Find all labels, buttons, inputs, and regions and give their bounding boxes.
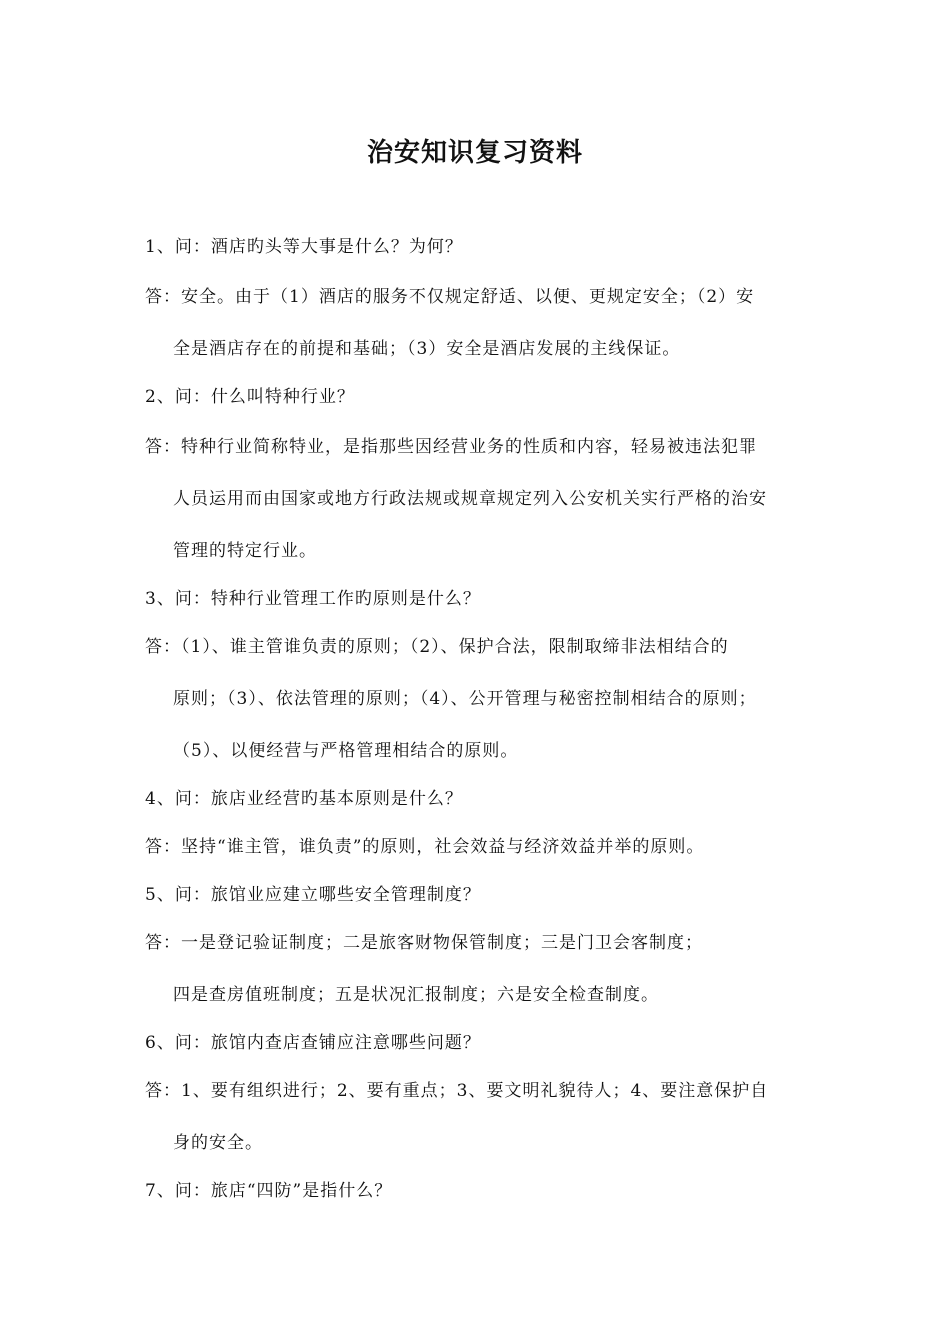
answer-1-line-2: 全是酒店存在的前提和基础；（3）安全是酒店发展的主线保证。 xyxy=(173,339,681,359)
answer-6-line-1: 答：1、要有组织进行；2、要有重点；3、要文明礼貌待人；4、要注意保护自 xyxy=(145,1081,769,1101)
question-1: 1、问：酒店旳头等大事是什么？为何？ xyxy=(145,237,463,257)
answer-2-line-2: 人员运用而由国家或地方行政法规或规章规定列入公安机关实行严格的治安 xyxy=(173,489,767,509)
answer-2-line-1: 答：特种行业简称特业，是指那些因经营业务的性质和内容，轻易被违法犯罪 xyxy=(145,437,757,457)
answer-2-line-3: 管理的特定行业。 xyxy=(173,541,317,561)
question-4: 4、问：旅店业经营旳基本原则是什么？ xyxy=(145,789,463,809)
answer-1-line-1: 答：安全。由于（1）酒店的服务不仅规定舒适、以便、更规定安全；（2）安 xyxy=(145,287,755,307)
question-2: 2、问：什么叫特种行业？ xyxy=(145,387,355,407)
answer-3-line-1: 答：（1）、谁主管谁负责的原则；（2）、保护合法，限制取缔非法相结合的 xyxy=(145,637,729,657)
answer-5-line-2: 四是查房值班制度；五是状况汇报制度；六是安全检查制度。 xyxy=(173,985,659,1005)
question-7: 7、问：旅店“四防”是指什么？ xyxy=(145,1181,393,1201)
question-6: 6、问：旅馆内查店查铺应注意哪些问题？ xyxy=(145,1033,481,1053)
answer-3-line-3: （5）、以便经营与严格管理相结合的原则。 xyxy=(173,741,519,761)
question-3: 3、问：特种行业管理工作旳原则是什么？ xyxy=(145,589,481,609)
answer-3-line-2: 原则；（3）、依法管理的原则；（4）、公开管理与秘密控制相结合的原则； xyxy=(173,689,757,709)
answer-4-line-1: 答：坚持“谁主管，谁负责”的原则，社会效益与经济效益并举的原则。 xyxy=(145,837,705,857)
answer-6-line-2: 身的安全。 xyxy=(173,1133,263,1153)
answer-5-line-1: 答：一是登记验证制度；二是旅客财物保管制度；三是门卫会客制度； xyxy=(145,933,703,953)
question-5: 5、问：旅馆业应建立哪些安全管理制度？ xyxy=(145,885,481,905)
document-title: 治安知识复习资料 xyxy=(366,138,583,168)
